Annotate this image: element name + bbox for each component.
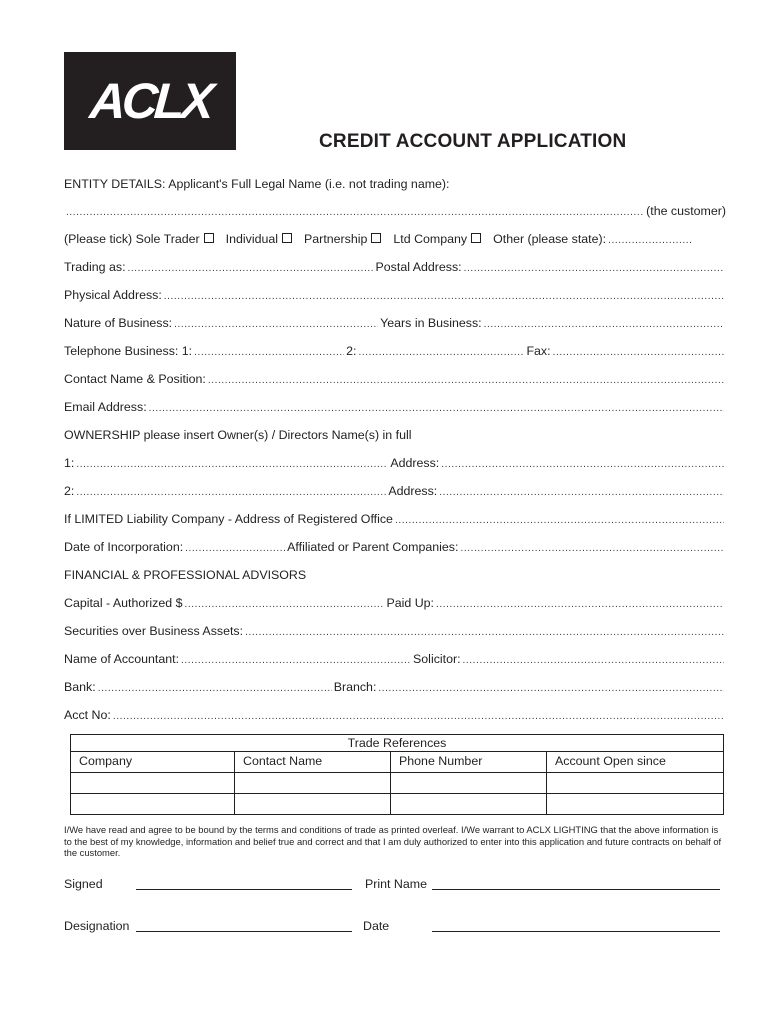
trading-as-label: Trading as: [64, 260, 126, 274]
individual-checkbox[interactable] [282, 233, 292, 243]
ltd-company-checkbox[interactable] [471, 233, 481, 243]
entity-heading: ENTITY DETAILS: Applicant's Full Legal Name (i.e. not trading name): [64, 177, 450, 191]
ref-1-phone-cell[interactable] [391, 773, 547, 794]
capital-row [64, 595, 726, 613]
bank-row [64, 679, 726, 697]
acct-no-row [64, 707, 726, 725]
sole-trader-checkbox[interactable] [204, 233, 214, 243]
accountant-label: Name of Accountant: [64, 652, 180, 666]
other-label: Other (please state): [493, 232, 607, 246]
designation-field[interactable] [136, 931, 352, 932]
accountant-row [64, 651, 726, 669]
legal-name-field[interactable]: ..... (the customer) [64, 203, 726, 221]
paid-up-field[interactable] [436, 595, 724, 613]
sole-trader-label: (Please tick) Sole Trader [64, 232, 200, 246]
designation-label: Designation [64, 919, 130, 933]
postal-address-label: Postal Address: [375, 260, 462, 274]
trade-references-table [70, 734, 724, 815]
aclx-logo [64, 52, 236, 150]
page-title: CREDIT ACCOUNT APPLICATION [319, 131, 627, 152]
owner-2-address-label: Address: [388, 484, 438, 498]
ownership-heading: OWNERSHIP please insert Owner(s) / Directors Name(s) in full [64, 428, 412, 442]
bank-label: Bank: [64, 680, 96, 694]
postal-address-field[interactable] [464, 259, 724, 277]
owner-2-address-field[interactable] [439, 483, 724, 501]
ref-1-contact-cell[interactable] [235, 773, 391, 794]
capital-field[interactable] [184, 595, 384, 613]
accountant-field[interactable] [181, 651, 411, 669]
partnership-label: Partnership [304, 232, 368, 246]
date-incorporation-field[interactable] [185, 539, 285, 557]
telephone-row [64, 343, 726, 361]
nature-years-row [64, 315, 726, 333]
ref-2-company-cell[interactable] [71, 794, 235, 815]
registered-office-field[interactable] [395, 511, 724, 529]
telephone-2-field[interactable] [358, 343, 524, 361]
fax-field[interactable] [553, 343, 724, 361]
ref-1-company-cell[interactable] [71, 773, 235, 794]
date-field[interactable] [432, 931, 720, 932]
table-row [71, 773, 724, 794]
trade-references-title: Trade References [71, 735, 724, 752]
email-label: Email Address: [64, 400, 147, 414]
ref-2-since-cell[interactable] [547, 794, 724, 815]
owner-1-address-label: Address: [390, 456, 440, 470]
acct-no-field[interactable] [113, 707, 724, 725]
print-name-field[interactable] [432, 889, 720, 890]
physical-address-field[interactable] [164, 287, 724, 305]
declaration-text: I/We have read and agree to be bound by the terms and conditions of trade as printed overleaf. I/We warrant to ACLX LIGHTING that the above information is to the best of my knowledge, information and belief true and correct and that I am duly authorized to enter into this application and future contracts on behalf of the customer. [64, 824, 722, 858]
ref-2-phone-cell[interactable] [391, 794, 547, 815]
registered-office-label: If LIMITED Liability Company - Address of Registered Office [64, 512, 393, 526]
nature-of-business-field[interactable] [174, 315, 378, 333]
branch-label: Branch: [333, 680, 377, 694]
telephone-business-label: Telephone Business: 1: [64, 344, 193, 358]
date-incorporation-label: Date of Incorporation: [64, 540, 184, 554]
column-contact-name: Contact Name [235, 752, 391, 773]
financial-heading: FINANCIAL & PROFESSIONAL ADVISORS [64, 568, 307, 582]
ref-1-since-cell[interactable] [547, 773, 724, 794]
registered-office-row [64, 511, 726, 529]
entity-type-row [64, 231, 726, 249]
ltd-company-label: Ltd Company [393, 232, 468, 246]
date-label: Date [363, 919, 390, 933]
print-name-label: Print Name [365, 877, 427, 891]
partnership-checkbox[interactable] [371, 233, 381, 243]
telephone-2-label: 2: [346, 344, 357, 358]
logo-text: ACLX [87, 73, 213, 129]
owner-1-row [64, 455, 726, 473]
signed-label: Signed [64, 877, 103, 891]
contact-name-label: Contact Name & Position: [64, 372, 206, 386]
acct-no-label: Acct No: [64, 708, 111, 722]
email-field[interactable] [149, 399, 724, 417]
trading-as-field[interactable] [128, 259, 374, 277]
physical-address-label: Physical Address: [64, 288, 162, 302]
owner-2-label: 2: [64, 484, 75, 498]
owner-1-label: 1: [64, 456, 75, 470]
affiliated-label: Affiliated or Parent Companies: [287, 540, 459, 554]
owner-1-address-field[interactable] [441, 455, 724, 473]
contact-row [64, 371, 726, 389]
owner-2-row [64, 483, 726, 501]
branch-field[interactable] [378, 679, 724, 697]
paid-up-label: Paid Up: [386, 596, 434, 610]
bank-field[interactable] [98, 679, 332, 697]
years-in-business-field[interactable] [484, 315, 724, 333]
incorporation-row [64, 539, 726, 557]
nature-of-business-label: Nature of Business: [64, 316, 173, 330]
other-field[interactable] [608, 231, 692, 249]
column-company: Company [71, 752, 235, 773]
ref-2-contact-cell[interactable] [235, 794, 391, 815]
affiliated-field[interactable] [460, 539, 724, 557]
table-row [71, 794, 724, 815]
securities-label: Securities over Business Assets: [64, 624, 244, 638]
solicitor-field[interactable] [463, 651, 724, 669]
capital-label: Capital - Authorized $ [64, 596, 183, 610]
individual-label: Individual [225, 232, 279, 246]
years-in-business-label: Years in Business: [380, 316, 482, 330]
signed-field[interactable] [136, 889, 352, 890]
solicitor-label: Solicitor: [413, 652, 461, 666]
column-account-open-since: Account Open since [547, 752, 724, 773]
fax-label: Fax: [526, 344, 551, 358]
owner-2-name-field[interactable] [76, 483, 386, 501]
owner-1-name-field[interactable] [76, 455, 388, 473]
contact-name-field[interactable] [208, 371, 724, 389]
securities-row [64, 623, 726, 641]
trading-postal-row [64, 259, 726, 277]
column-phone-number: Phone Number [391, 752, 547, 773]
physical-address-row [64, 287, 726, 305]
telephone-1-field[interactable] [194, 343, 344, 361]
securities-field[interactable] [245, 623, 724, 641]
email-row [64, 399, 726, 417]
